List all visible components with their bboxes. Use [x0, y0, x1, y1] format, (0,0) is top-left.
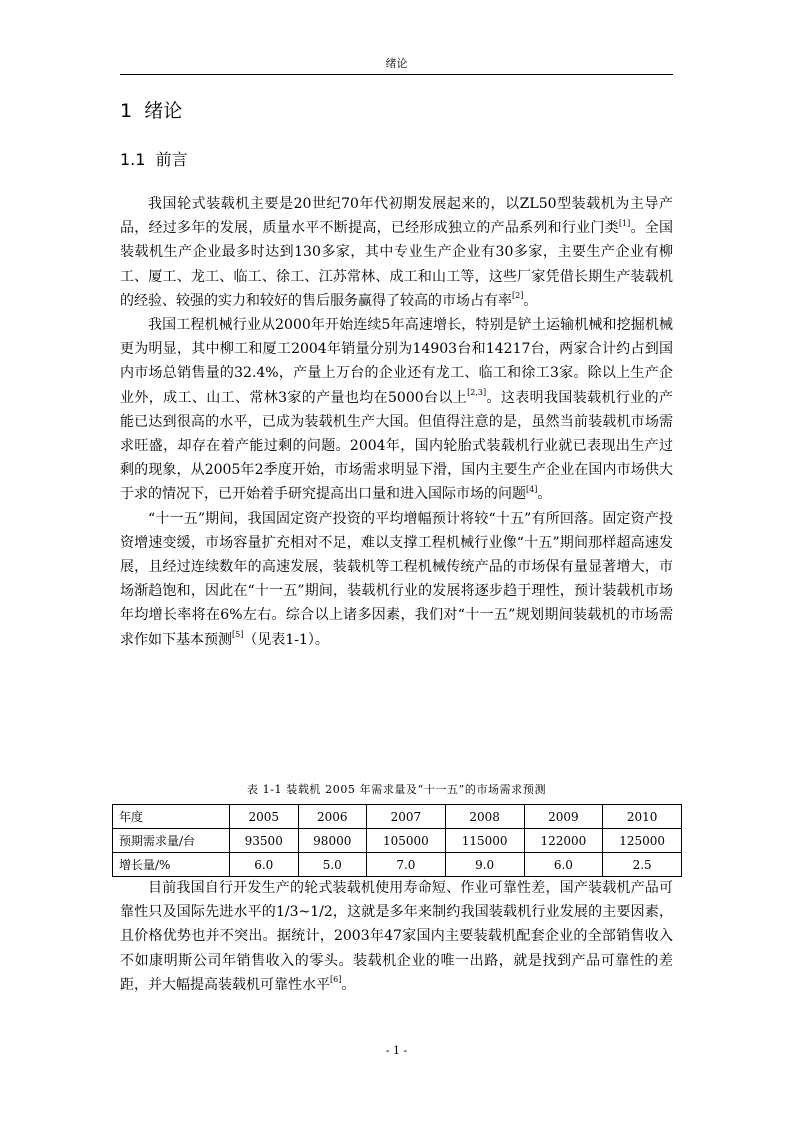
paragraph-text: （见表1-1）。: [243, 631, 329, 648]
paragraph: [120, 192, 673, 313]
section-title-text: 前言: [155, 150, 188, 169]
table-row-label: 预期需求量/台: [113, 829, 230, 853]
citation-ref: [2]: [512, 291, 524, 301]
table-cell: 2006: [298, 805, 367, 829]
table-caption: 表 1-1 装载机 2005 年需求量及“十一五”的市场需求预测: [246, 783, 547, 796]
table-cell: 6.0: [230, 853, 299, 877]
table-cell: 2005: [230, 805, 299, 829]
citation-ref: [6]: [330, 975, 342, 985]
table-cell: 105000: [367, 829, 446, 853]
chapter-title: [120, 98, 182, 124]
chapter-number: 1: [120, 100, 133, 122]
citation-ref: [2,3]: [467, 387, 487, 397]
paragraph: [120, 507, 673, 652]
table-cell: 98000: [298, 829, 367, 853]
table-row: [113, 805, 682, 829]
section-number: 1.1: [120, 150, 146, 169]
table-cell: 6.0: [524, 853, 603, 877]
paragraph-text: 。: [523, 292, 538, 309]
citation-ref: [1]: [618, 218, 631, 228]
running-header: 绪论: [385, 57, 408, 70]
table-cell: 7.0: [367, 853, 446, 877]
paragraph: [120, 313, 673, 507]
paragraph-text: 目前我国自行开发生产的轮式装载机使用寿命短、作业可靠性差，国产装载机产品可靠性只及国际先进水平的1/3~1/2，这就是多年来制约我国装载机行业发展的主要因素，且价格优势也并不突出。据统计，2003年47家国内主要装载机配套企业的全部销售收入不如康明斯公司年销售收入的零头。装载机企业的唯一出路，就是找到产品可靠性的差距，并大幅提高装载机可靠性水平: [120, 880, 673, 993]
table-row: [113, 829, 682, 853]
table-cell: 2010: [603, 805, 682, 829]
table-cell: 93500: [230, 829, 299, 853]
table-row: [113, 853, 682, 877]
table-cell: 2.5: [603, 853, 682, 877]
paragraph-text: 。这表明我国装载机行业的产能已达到很高的水平，已成为装载机生产大国。但值得注意的是，虽然当前装载机市场需求旺盛，却存在着产能过剩的问题。2004年，国内轮胎式装载机行业就已表现出生产过剩的现象，从2005年2季度开始，市场需求明显下滑，国内主要生产企业在国内市场供大于求的情况下，已开始着手研究提高出口量和进入国际市场的问题: [120, 389, 673, 503]
body-text: [120, 192, 673, 652]
table-cell: 122000: [524, 829, 603, 853]
page-number: - 1 -: [385, 1044, 408, 1057]
table-cell: 2009: [524, 805, 603, 829]
paragraph-text: 我国轮式装载机主要是20世纪70年代初期发展起来的，以ZL50型装载机为主导产品，经过多年的发展，质量水平不断提高，已经形成独立的产品系列和行业门类: [120, 196, 673, 237]
demand-forecast-table: [112, 804, 682, 877]
chapter-title-text: 绪论: [144, 100, 183, 122]
paragraph-text: “十一五”期间，我国固定资产投资的平均增幅预计将较“十五”有所回落。固定资产投资增速变缓，市场容量扩充相对不足，难以支撑工程机械行业像“十五”期间那样超高速发展，且经过连续数年的高速发展，装载机等工程机械传统产品的市场保有量显著增大，市场渐趋饱和，因此在“十一五”期间，装载机行业的发展将逐步趋于理性，预计装载机市场年均增长率将在6%左右。综合以上诸多因素，我们对“十一五”规划期间装载机的市场需求作如下基本预测: [120, 510, 673, 648]
citation-ref: [5]: [232, 630, 244, 639]
paragraph-text: 。: [537, 486, 552, 503]
paragraph-text: 我国工程机械行业从2000年开始连续5年高速增长，特别是铲土运输机械和挖掘机械更为明显，其中柳工和厦工2004年销量分别为14903台和14217台，两家合计约占到国内市场总销售量的32.4%，产量上万台的企业还有龙工、临工和徐工3家。除以上生产企业外，成工、山工、常林3家的产量也均在5000台以上: [120, 317, 673, 406]
table-row-label: 增长量/%: [113, 853, 230, 877]
table-cell: 2007: [367, 805, 446, 829]
table-cell: 115000: [445, 829, 524, 853]
table-cell: 125000: [603, 829, 682, 853]
section-title: [120, 148, 188, 172]
paragraph: [120, 876, 673, 997]
paragraph-text: 。全国装载机生产企业最多时达到130多家，其中专业生产企业有30多家，主要生产企业有柳工、厦工、龙工、临工、徐工、江苏常林、成工和山工等，这些厂家凭借长期生产装载机的经验、较强的实力和较好的售后服务赢得了较高的市场占有率: [120, 220, 674, 309]
table-cell: 2008: [445, 805, 524, 829]
body-text-after-table: [120, 876, 673, 997]
paragraph-text: 。: [341, 976, 356, 993]
table-cell: 5.0: [298, 853, 367, 877]
citation-ref: [4]: [526, 484, 538, 494]
table-row-label: 年度: [113, 805, 230, 829]
header-rule: [120, 74, 673, 75]
table-cell: 9.0: [445, 853, 524, 877]
